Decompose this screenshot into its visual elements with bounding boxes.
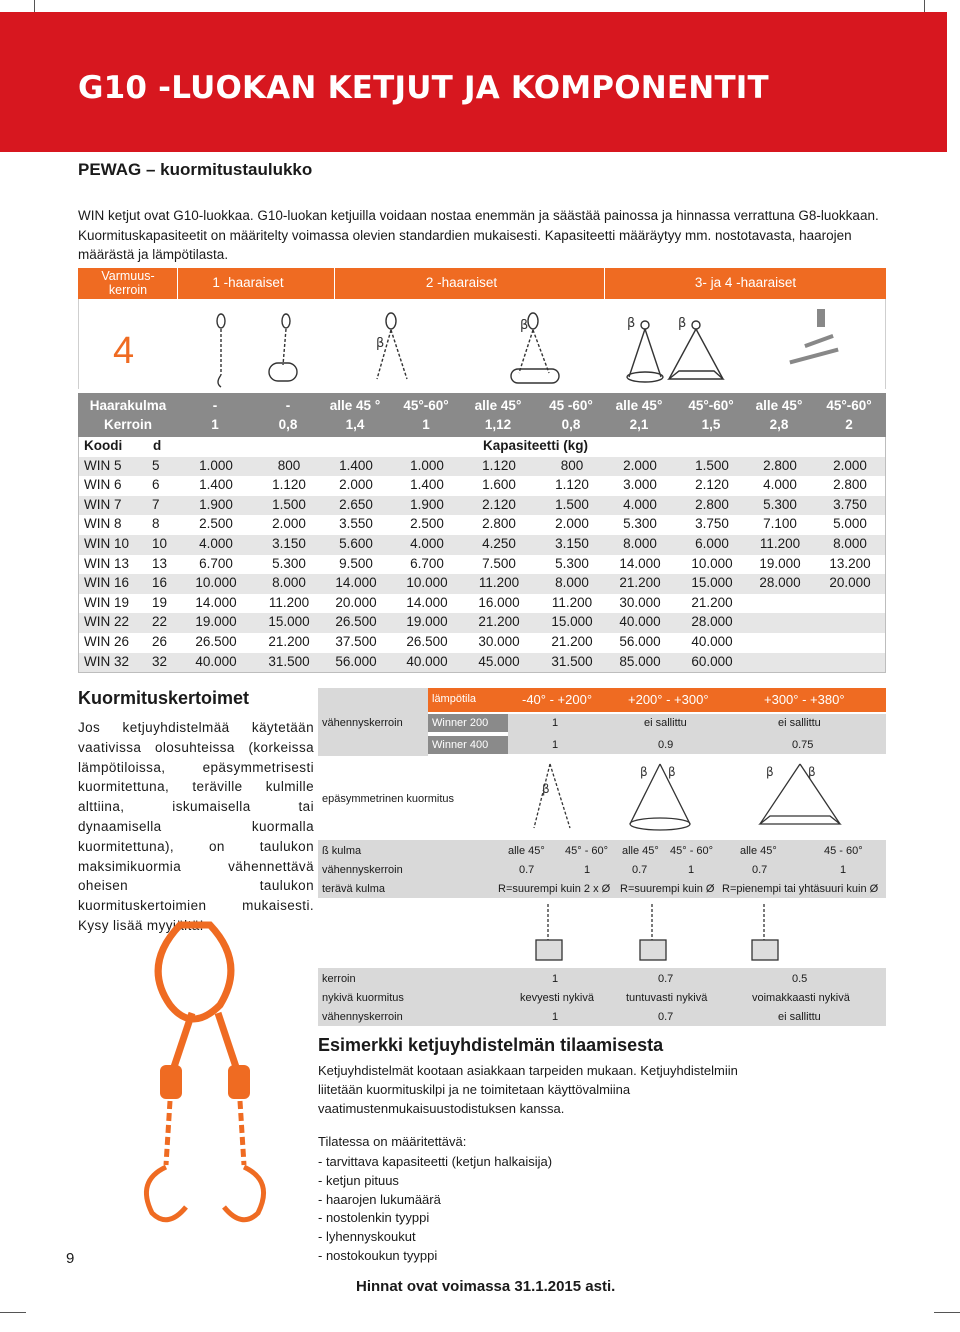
factor-cell: 1,4 bbox=[345, 417, 365, 432]
capacity-cell: 3.000 bbox=[623, 477, 657, 493]
row-d: 8 bbox=[152, 516, 160, 532]
table-row bbox=[79, 653, 885, 673]
crop-mark bbox=[934, 1312, 960, 1313]
col-code: Koodi bbox=[84, 438, 123, 453]
capacity-cell: 1.120 bbox=[482, 457, 516, 473]
capacity-cell: 2.120 bbox=[482, 496, 516, 512]
angle-label: Haarakulma bbox=[89, 398, 167, 413]
capacity-cell: 15.000 bbox=[691, 575, 733, 591]
table-row bbox=[79, 457, 885, 477]
row-d: 16 bbox=[152, 575, 168, 591]
load-table-body bbox=[78, 437, 886, 673]
capacity-cell: 16.000 bbox=[478, 594, 520, 610]
svg-text:β: β bbox=[376, 336, 385, 351]
chain-sling-product-image bbox=[120, 915, 310, 1235]
example-text: Ketjuyhdistelmät kootaan asiakkaan tarpeiden mukaan. Ketjuyhdistelmiin liitetään kuormituskilpi ja ne toimitetaan käyttövalmiina vaatimustenmukaisuustodistuksen kanssa. bbox=[318, 1063, 738, 1116]
sharp-label: terävä kulma bbox=[322, 883, 385, 895]
list-item: - tarvittava kapasiteetti (ketjun halkaisija) bbox=[318, 1154, 553, 1169]
capacity-cell: 28.000 bbox=[759, 575, 801, 591]
row-d: 6 bbox=[152, 477, 160, 493]
capacity-cell: 3.750 bbox=[695, 516, 729, 532]
row-d: 10 bbox=[152, 535, 168, 551]
capacity-cell: 45.000 bbox=[478, 653, 520, 669]
example-title: Esimerkki ketjuyhdistelmän tilaamisesta bbox=[318, 1035, 664, 1055]
col-capacity: Kapasiteetti (kg) bbox=[483, 438, 589, 453]
w200-value: ei sallittu bbox=[778, 717, 821, 729]
capacity-cell: 3.150 bbox=[272, 535, 306, 551]
capacity-cell: 1.400 bbox=[199, 477, 233, 493]
row-d: 19 bbox=[152, 594, 168, 610]
capacity-cell: 3.750 bbox=[833, 496, 867, 512]
table-header-row bbox=[79, 437, 885, 457]
list-item: - ketjun pituus bbox=[318, 1172, 399, 1188]
w400-value: 0.9 bbox=[658, 739, 674, 751]
row-code: WIN 5 bbox=[84, 457, 122, 473]
capacity-cell: 2.650 bbox=[339, 496, 373, 512]
kerroin-label: kerroin bbox=[322, 973, 356, 985]
capacity-cell: 26.500 bbox=[406, 633, 448, 649]
capacity-cell: 21.200 bbox=[691, 594, 733, 610]
capacity-cell: 7.500 bbox=[482, 555, 516, 571]
capacity-cell: 26.500 bbox=[335, 614, 377, 630]
asym-value: 0.7 bbox=[632, 864, 648, 876]
asymmetric-label: epäsymmetrinen kuormitus bbox=[322, 793, 455, 805]
angle-cell: alle 45° bbox=[615, 398, 663, 413]
capacity-cell: 8.000 bbox=[623, 535, 657, 551]
temperature-header bbox=[428, 688, 886, 712]
table-row bbox=[79, 633, 885, 653]
table-row bbox=[79, 496, 885, 516]
group-3-4-leg: 3- ja 4 -haaraiset bbox=[694, 275, 797, 290]
svg-text:β: β bbox=[668, 765, 676, 779]
capacity-cell: 20.000 bbox=[335, 594, 377, 610]
capacity-cell: 2.000 bbox=[623, 457, 657, 473]
row-code: WIN 7 bbox=[84, 496, 122, 512]
factor-cell: 2 bbox=[845, 417, 853, 432]
svg-text:β: β bbox=[542, 782, 550, 796]
capacity-cell: 6.000 bbox=[695, 535, 729, 551]
capacity-cell: 2.000 bbox=[339, 477, 373, 493]
impact-reduction-value: 1 bbox=[552, 1011, 559, 1023]
capacity-cell: 3.550 bbox=[339, 516, 373, 532]
capacity-cell: 19.000 bbox=[759, 555, 801, 571]
capacity-cell: 800 bbox=[277, 457, 301, 473]
svg-text:β: β bbox=[678, 316, 687, 331]
page-title: G10 -LUOKAN KETJUT JA KOMPONENTIT bbox=[78, 70, 769, 106]
row-code: WIN 6 bbox=[84, 477, 122, 493]
row-code: WIN 10 bbox=[84, 535, 130, 551]
beta-cell: 45° - 60° bbox=[565, 845, 609, 857]
section-subtitle: PEWAG – kuormitustaulukko bbox=[78, 160, 313, 179]
capacity-cell: 6.700 bbox=[410, 555, 444, 571]
w200-value: 1 bbox=[552, 717, 559, 729]
capacity-cell: 11.200 bbox=[268, 594, 310, 610]
capacity-cell: 15.000 bbox=[551, 614, 593, 630]
list-item: - nostolenkin tyyppi bbox=[318, 1210, 430, 1226]
row-d: 32 bbox=[152, 653, 168, 669]
list-item: - lyhennyskoukut bbox=[318, 1229, 416, 1245]
factor-cell: 0,8 bbox=[561, 417, 581, 432]
sharp-value: R=pienempi tai yhtäsuuri kuin Ø bbox=[722, 883, 879, 895]
temp-label: lämpötila bbox=[432, 693, 477, 705]
capacity-cell: 15.000 bbox=[268, 614, 310, 630]
capacity-cell: 40.000 bbox=[195, 653, 237, 669]
capacity-cell: 8.000 bbox=[555, 575, 589, 591]
angle-cell: alle 45° bbox=[474, 398, 522, 413]
winner-values-box bbox=[508, 714, 886, 754]
table-row bbox=[79, 535, 885, 555]
asymmetric-illustration bbox=[500, 758, 886, 836]
chain-sling-illustration bbox=[79, 299, 887, 389]
w400-value: 1 bbox=[552, 739, 559, 751]
capacity-cell: 11.200 bbox=[478, 575, 520, 591]
chain-illustrations bbox=[78, 299, 886, 389]
row-d: 13 bbox=[152, 555, 168, 571]
capacity-cell: 4.000 bbox=[199, 535, 233, 551]
capacity-cell: 4.000 bbox=[410, 535, 444, 551]
row-d: 22 bbox=[152, 614, 168, 630]
beta-label: ß kulma bbox=[322, 845, 362, 857]
factor-cell: 0,8 bbox=[278, 417, 298, 432]
safety-factor-label: Varmuus-kerroin bbox=[101, 269, 155, 297]
row-d: 26 bbox=[152, 633, 168, 649]
capacity-cell: 19.000 bbox=[195, 614, 237, 630]
capacity-cell: 14.000 bbox=[406, 594, 448, 610]
row-d: 7 bbox=[152, 496, 160, 512]
capacity-cell: 11.200 bbox=[551, 594, 593, 610]
capacity-cell: 1.500 bbox=[555, 496, 589, 512]
checklist bbox=[318, 1153, 552, 1266]
intro-text: WIN ketjut ovat G10-luokkaa. G10-luokan ketjuilla voidaan nostaa enemmän ja säästää painossa ja hinnassa verrattuna G8-luokkaan. Kuormituskapasiteetit on määritelty voimassa olevien standardien mukaisesti. Kapasiteetti määräytyy mm. nostotavasta, haarojen määrästä ja lämpötilasta. bbox=[78, 208, 879, 262]
capacity-cell: 8.000 bbox=[833, 535, 867, 551]
capacity-cell: 31.500 bbox=[268, 653, 310, 669]
capacity-cell: 1.600 bbox=[482, 477, 516, 493]
load-table-header bbox=[78, 268, 886, 299]
capacity-cell: 3.150 bbox=[555, 535, 589, 551]
capacity-cell: 14.000 bbox=[619, 555, 661, 571]
capacity-cell: 20.000 bbox=[829, 575, 871, 591]
factors-text: Jos ketjuyhdistelmää käytetään vaativissa olosuhteissa (korkeissa lämpötiloissa, epäsymmetrisesti kuormitettuna, teräville kulmille alttiina, iskumaisella tai dynaamisella kuormalla kuormitettuna), on taulukon maksimikuormia vähennettävä oheisen taulukon kuormituskertoimien mukaisesti. Kysy lisää myyjältä! bbox=[78, 720, 314, 933]
factor-cell: 1 bbox=[422, 417, 430, 432]
capacity-cell: 1.500 bbox=[695, 457, 729, 473]
row-d: 5 bbox=[152, 457, 160, 473]
beta-cell: alle 45° bbox=[740, 845, 777, 857]
capacity-cell: 4.000 bbox=[763, 477, 797, 493]
nykiva-label: nykivä kuormitus bbox=[322, 992, 404, 1004]
capacity-cell: 2.000 bbox=[272, 516, 306, 532]
group-2-leg: 2 -haaraiset bbox=[425, 275, 498, 290]
factor-cell: 1,12 bbox=[484, 417, 512, 432]
w400-value: 0.75 bbox=[792, 739, 814, 751]
sharp-value: R=suurempi kuin Ø bbox=[620, 883, 715, 895]
factors-title: Kuormituskertoimet bbox=[78, 688, 250, 708]
capacity-cell: 1.000 bbox=[199, 457, 233, 473]
capacity-cell: 31.500 bbox=[551, 653, 593, 669]
capacity-cell: 2.000 bbox=[833, 457, 867, 473]
capacity-cell: 2.800 bbox=[695, 496, 729, 512]
table-row bbox=[79, 515, 885, 535]
angle-cell: 45 -60° bbox=[549, 398, 593, 413]
svg-text:β: β bbox=[520, 318, 529, 333]
capacity-cell: 5.300 bbox=[763, 496, 797, 512]
kerroin-value: 1 bbox=[552, 973, 559, 985]
col-d: d bbox=[153, 438, 162, 453]
impact-reduction-value: 0.7 bbox=[658, 1011, 674, 1023]
capacity-cell: 26.500 bbox=[195, 633, 237, 649]
w200-value: ei sallittu bbox=[644, 717, 687, 729]
row-code: WIN 13 bbox=[84, 555, 130, 571]
factor-label: Kerroin bbox=[103, 417, 152, 432]
beta-cell: alle 45° bbox=[622, 845, 659, 857]
list-item: - nostokoukun tyyppi bbox=[318, 1247, 438, 1263]
row-code: WIN 22 bbox=[84, 614, 130, 630]
table-row bbox=[79, 555, 885, 575]
angle-cell: - bbox=[285, 398, 291, 413]
beta-cell: alle 45° bbox=[508, 845, 545, 857]
angle-cell: - bbox=[212, 398, 218, 413]
capacity-cell: 40.000 bbox=[406, 653, 448, 669]
page-number: 9 bbox=[66, 1250, 75, 1267]
capacity-cell: 14.000 bbox=[335, 575, 377, 591]
capacity-cell: 11.200 bbox=[759, 535, 801, 551]
temp-range: +200° - +300° bbox=[628, 692, 709, 707]
asym-value: 0.7 bbox=[752, 864, 768, 876]
sharp-edge-illustration bbox=[500, 900, 886, 966]
crop-mark bbox=[0, 1312, 26, 1313]
capacity-cell: 13.200 bbox=[829, 555, 871, 571]
capacity-cell: 30.000 bbox=[478, 633, 520, 649]
capacity-cell: 56.000 bbox=[619, 633, 661, 649]
row-code: WIN 19 bbox=[84, 594, 130, 610]
row-code: WIN 26 bbox=[84, 633, 130, 649]
capacity-cell: 40.000 bbox=[619, 614, 661, 630]
capacity-cell: 1.120 bbox=[272, 477, 306, 493]
table-row bbox=[79, 594, 885, 614]
capacity-cell: 1.900 bbox=[199, 496, 233, 512]
nykiva-value: kevyesti nykivä bbox=[520, 992, 594, 1004]
capacity-cell: 1.400 bbox=[339, 457, 373, 473]
temp-range: -40° - +200° bbox=[522, 692, 593, 707]
svg-text:β: β bbox=[808, 765, 816, 779]
nykiva-value: tuntuvasti nykivä bbox=[626, 992, 708, 1004]
angle-cell: 45°-60° bbox=[403, 398, 449, 413]
beta-cell: 45 - 60° bbox=[824, 845, 863, 857]
capacity-cell: 6.700 bbox=[199, 555, 233, 571]
angle-cell: alle 45° bbox=[755, 398, 803, 413]
capacity-cell: 2.500 bbox=[199, 516, 233, 532]
capacity-cell: 4.000 bbox=[623, 496, 657, 512]
temp-range: +300° - +380° bbox=[764, 692, 845, 707]
capacity-cell: 40.000 bbox=[691, 633, 733, 649]
angle-cell: alle 45 ° bbox=[329, 398, 381, 413]
svg-text:β: β bbox=[766, 765, 774, 779]
table-row bbox=[79, 574, 885, 594]
svg-text:β: β bbox=[627, 316, 636, 331]
asym-value: 1 bbox=[584, 864, 591, 876]
row-code: WIN 16 bbox=[84, 575, 130, 591]
list-item: - haarojen lukumäärä bbox=[318, 1191, 441, 1207]
capacity-cell: 5.300 bbox=[555, 555, 589, 571]
capacity-cell: 1.000 bbox=[410, 457, 444, 473]
footer-note: Hinnat ovat voimassa 31.1.2015 asti. bbox=[356, 1278, 616, 1295]
asym-value: 1 bbox=[840, 864, 847, 876]
capacity-cell: 9.500 bbox=[339, 555, 373, 571]
angle-cell: 45°-60° bbox=[688, 398, 734, 413]
capacity-cell: 8.000 bbox=[272, 575, 306, 591]
capacity-cell: 4.250 bbox=[482, 535, 516, 551]
capacity-cell: 2.800 bbox=[763, 457, 797, 473]
impact-reduction-value: ei sallittu bbox=[778, 1011, 821, 1023]
factor-cell: 1 bbox=[211, 417, 219, 432]
winner-400-label: Winner 400 bbox=[428, 736, 508, 754]
table-row bbox=[79, 476, 885, 496]
capacity-cell: 1.900 bbox=[410, 496, 444, 512]
kerroin-value: 0.5 bbox=[792, 973, 808, 985]
capacity-cell: 5.300 bbox=[272, 555, 306, 571]
capacity-cell: 10.000 bbox=[195, 575, 237, 591]
sharp-value: R=suurempi kuin 2 x Ø bbox=[498, 883, 611, 895]
nykiva-value: voimakkaasti nykivä bbox=[752, 992, 850, 1004]
winner-200-label: Winner 200 bbox=[428, 714, 508, 732]
asym-value: 0.7 bbox=[519, 864, 535, 876]
capacity-cell: 2.500 bbox=[410, 516, 444, 532]
capacity-cell: 21.200 bbox=[478, 614, 520, 630]
capacity-cell: 1.500 bbox=[272, 496, 306, 512]
capacity-cell: 56.000 bbox=[335, 653, 377, 669]
capacity-cell: 21.200 bbox=[619, 575, 661, 591]
capacity-cell: 30.000 bbox=[619, 594, 661, 610]
capacity-cell: 5.000 bbox=[833, 516, 867, 532]
capacity-cell: 2.120 bbox=[695, 477, 729, 493]
capacity-cell: 1.400 bbox=[410, 477, 444, 493]
row-code: WIN 32 bbox=[84, 653, 130, 669]
asym-value: 1 bbox=[688, 864, 695, 876]
asym-reduction-label: vähennyskerroin bbox=[322, 864, 403, 876]
group-1-leg: 1 -haaraiset bbox=[212, 275, 284, 290]
capacity-cell: 60.000 bbox=[691, 653, 733, 669]
capacity-cell: 19.000 bbox=[406, 614, 448, 630]
capacity-cell: 800 bbox=[560, 457, 584, 473]
capacity-cell: 2.000 bbox=[555, 516, 589, 532]
capacity-cell: 2.800 bbox=[833, 477, 867, 493]
row-code: WIN 8 bbox=[84, 516, 122, 532]
capacity-cell: 28.000 bbox=[691, 614, 733, 630]
capacity-cell: 37.500 bbox=[335, 633, 377, 649]
factor-cell: 1,5 bbox=[701, 417, 721, 432]
table-row bbox=[79, 613, 885, 633]
capacity-cell: 85.000 bbox=[619, 653, 661, 669]
impact-reduction-label: vähennyskerroin bbox=[322, 1011, 403, 1023]
capacity-cell: 10.000 bbox=[406, 575, 448, 591]
svg-text:β: β bbox=[640, 765, 648, 779]
factor-cell: 2,1 bbox=[629, 417, 649, 432]
capacity-cell: 7.100 bbox=[763, 516, 797, 532]
capacity-cell: 2.800 bbox=[482, 516, 516, 532]
kerroin-value: 0.7 bbox=[658, 973, 674, 985]
reduction-label: vähennyskerroin bbox=[322, 717, 403, 729]
capacity-cell: 21.200 bbox=[268, 633, 310, 649]
angle-factor-band bbox=[78, 393, 886, 437]
angle-cell: 45°-60° bbox=[826, 398, 872, 413]
factor-cell: 2,8 bbox=[769, 417, 789, 432]
safety-factor-value: 4 bbox=[113, 330, 135, 372]
capacity-cell: 10.000 bbox=[691, 555, 733, 571]
capacity-cell: 14.000 bbox=[195, 594, 237, 610]
capacity-cell: 5.600 bbox=[339, 535, 373, 551]
checklist-title: Tilatessa on määritettävä: bbox=[318, 1134, 467, 1149]
beta-cell: 45° - 60° bbox=[670, 845, 714, 857]
capacity-cell: 1.120 bbox=[555, 477, 589, 493]
capacity-cell: 21.200 bbox=[551, 633, 593, 649]
capacity-cell: 5.300 bbox=[623, 516, 657, 532]
